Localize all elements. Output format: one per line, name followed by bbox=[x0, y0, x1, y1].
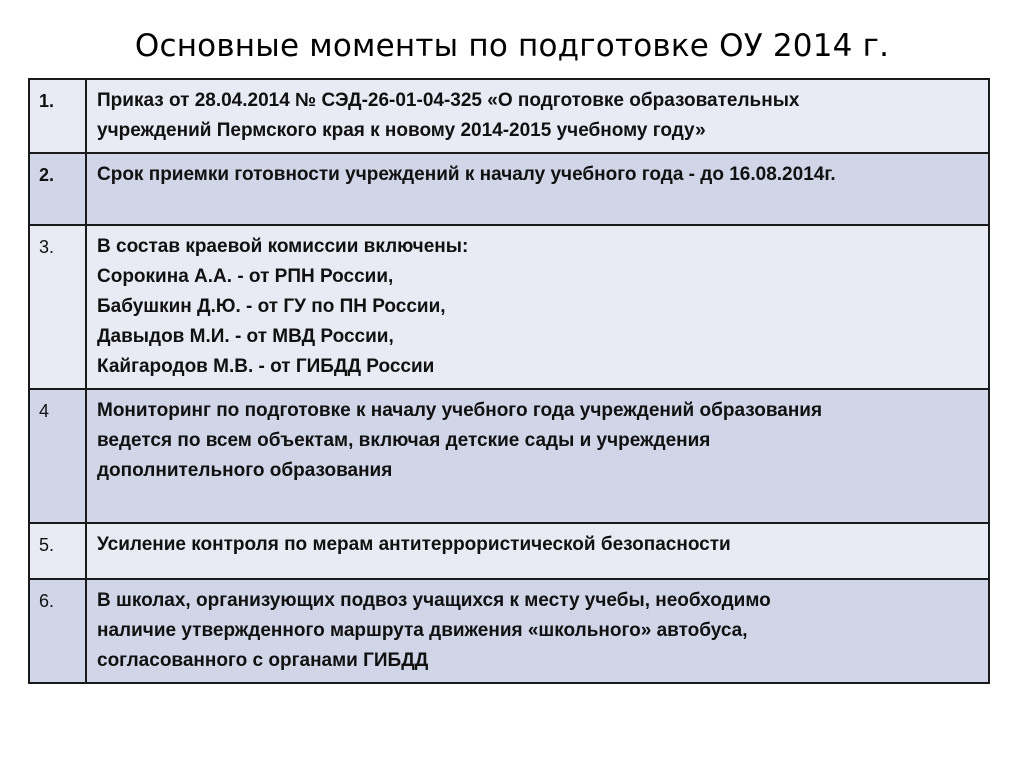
table-row bbox=[29, 523, 989, 579]
row-number: 2. bbox=[29, 153, 86, 225]
row-text-line: Приказ от 28.04.2014 № СЭД-26-01-04-325 «О подготовке образовательных bbox=[97, 90, 800, 111]
row-text-line: Усиление контроля по мерам антитеррористической безопасности bbox=[97, 534, 731, 555]
row-text-line: В школах, организующих подвоз учащихся к месту учебы, необходимо bbox=[97, 590, 771, 611]
row-text-line: В состав краевой комиссии включены: bbox=[97, 236, 469, 257]
row-text bbox=[86, 579, 989, 683]
row-text-line: учреждений Пермского края к новому 2014-2015 учебному году» bbox=[97, 120, 706, 141]
row-number: 3. bbox=[29, 225, 86, 389]
row-text bbox=[86, 153, 989, 225]
row-text-line: Давыдов М.И. - от МВД России, bbox=[97, 326, 394, 347]
agenda-table bbox=[28, 78, 990, 684]
row-text-line: Срок приемки готовности учреждений к началу учебного года - до 16.08.2014г. bbox=[97, 164, 836, 185]
row-text bbox=[86, 79, 989, 153]
table-row bbox=[29, 79, 989, 153]
row-number: 6. bbox=[29, 579, 86, 683]
row-text-line: Бабушкин Д.Ю. - от ГУ по ПН России, bbox=[97, 296, 446, 317]
row-text-line: наличие утвержденного маршрута движения «школьного» автобуса, bbox=[97, 620, 748, 641]
row-text-line: ведется по всем объектам, включая детские сады и учреждения bbox=[97, 430, 711, 451]
table-row bbox=[29, 153, 989, 225]
row-text bbox=[86, 225, 989, 389]
row-number: 5. bbox=[29, 523, 86, 579]
row-text-line: Мониторинг по подготовке к началу учебного года учреждений образования bbox=[97, 400, 823, 421]
row-number: 1. bbox=[29, 79, 86, 153]
slide-title: Основные моменты по подготовке ОУ 2014 г. bbox=[134, 28, 890, 64]
row-text-line: дополнительного образования bbox=[97, 460, 393, 481]
row-text bbox=[86, 389, 989, 523]
row-text-line: Кайгародов М.В. - от ГИБДД России bbox=[97, 356, 435, 377]
row-number: 4 bbox=[29, 389, 86, 523]
row-text-line: Сорокина А.А. - от РПН России, bbox=[97, 266, 394, 287]
row-text bbox=[86, 523, 989, 579]
table-row bbox=[29, 225, 989, 389]
table-row bbox=[29, 389, 989, 523]
table-row bbox=[29, 579, 989, 683]
row-text-line: согласованного с органами ГИБДД bbox=[97, 650, 429, 671]
